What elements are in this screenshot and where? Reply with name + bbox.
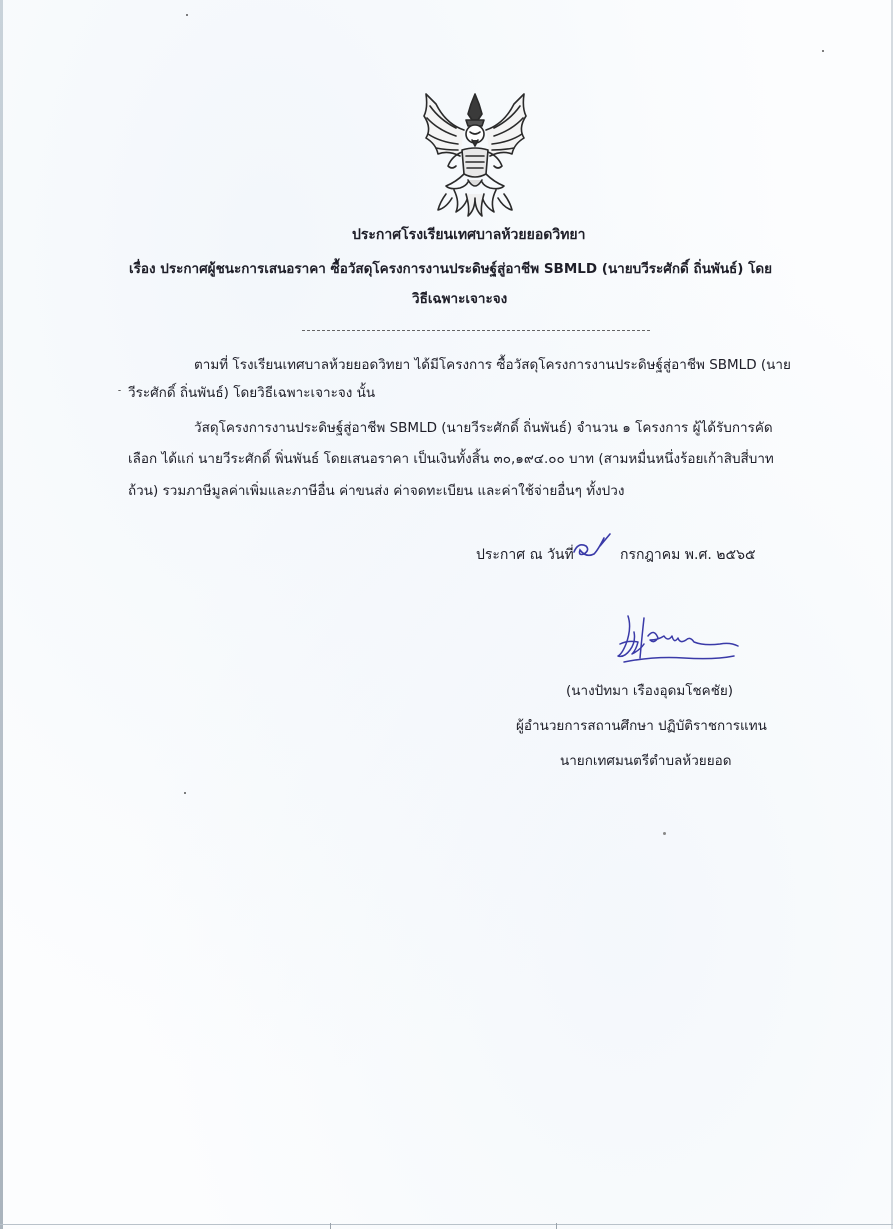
paragraph-2-line-1: วัสดุโครงการงานประดิษฐ์สู่อาชีพ SBMLD (นายวีระศักดิ์ ถิ่นพันธ์) จำนวน ๑ โครงการ ผู้ได้รับการคัด bbox=[194, 420, 773, 436]
scan-speck bbox=[184, 792, 186, 794]
scan-tick bbox=[556, 1223, 557, 1229]
handwritten-day bbox=[564, 532, 618, 564]
scan-speck bbox=[822, 50, 824, 52]
scan-speck bbox=[663, 832, 666, 835]
scan-speck bbox=[118, 390, 121, 391]
scan-edge-bottom bbox=[0, 1224, 893, 1225]
scan-edge-left bbox=[0, 0, 3, 1229]
garuda-emblem-icon bbox=[416, 90, 534, 218]
scan-tick bbox=[330, 1223, 331, 1229]
handwritten-signature-icon bbox=[614, 614, 744, 670]
signer-position-2: นายกเทศมนตรีตำบลห้วยยอด bbox=[560, 753, 732, 769]
announcement-date-rest: กรกฎาคม พ.ศ. ๒๕๖๕ bbox=[620, 547, 756, 563]
paragraph-1-line-1: ตามที่ โรงเรียนเทศบาลห้วยยอดวิทยา ได้มีโครงการ ซื้อวัสดุโครงการงานประดิษฐ์สู่อาชีพ SBMLD (นาย bbox=[194, 357, 791, 373]
paragraph-2-line-2: เลือก ได้แก่ นายวีระศักดิ์ พิ่นพันธ์ โดยเสนอราคา เป็นเงินทั้งสิ้น ๓๐,๑๙๔.๐๐ บาท (สามหมื่นหนึ่งร้อยเก้าสิบสี่บาท bbox=[128, 451, 774, 467]
paragraph-1-line-2: วีระศักดิ์ ถิ่นพันธ์) โดยวิธีเฉพาะเจาะจง นั้น bbox=[128, 385, 376, 401]
document-title: ประกาศโรงเรียนเทศบาลห้วยยอดวิทยา bbox=[352, 227, 586, 243]
signer-name: (นางปัทมา เรืองอุดมโชคชัย) bbox=[566, 683, 734, 699]
paragraph-2-line-3: ถ้วน) รวมภาษีมูลค่าเพิ่มและภาษีอื่น ค่าขนส่ง ค่าจดทะเบียน และค่าใช้จ่ายอื่นๆ ทั้งปวง bbox=[128, 483, 625, 499]
scan-speck bbox=[186, 14, 188, 16]
signer-position-1: ผู้อำนวยการสถานศึกษา ปฏิบัติราชการแทน bbox=[516, 718, 767, 734]
document-subject-line1: เรื่อง ประกาศผู้ชนะการเสนอราคา ซื้อวัสดุโครงการงานประดิษฐ์สู่อาชีพ SBMLD (นายบวีระศักดิ์ ถิ่นพันธ์) โดย bbox=[129, 261, 773, 277]
divider bbox=[302, 330, 650, 331]
document-subject-line2: วิธีเฉพาะเจาะจง bbox=[412, 291, 508, 307]
announcement-prefix: ประกาศ ณ วันที่ bbox=[476, 547, 574, 563]
